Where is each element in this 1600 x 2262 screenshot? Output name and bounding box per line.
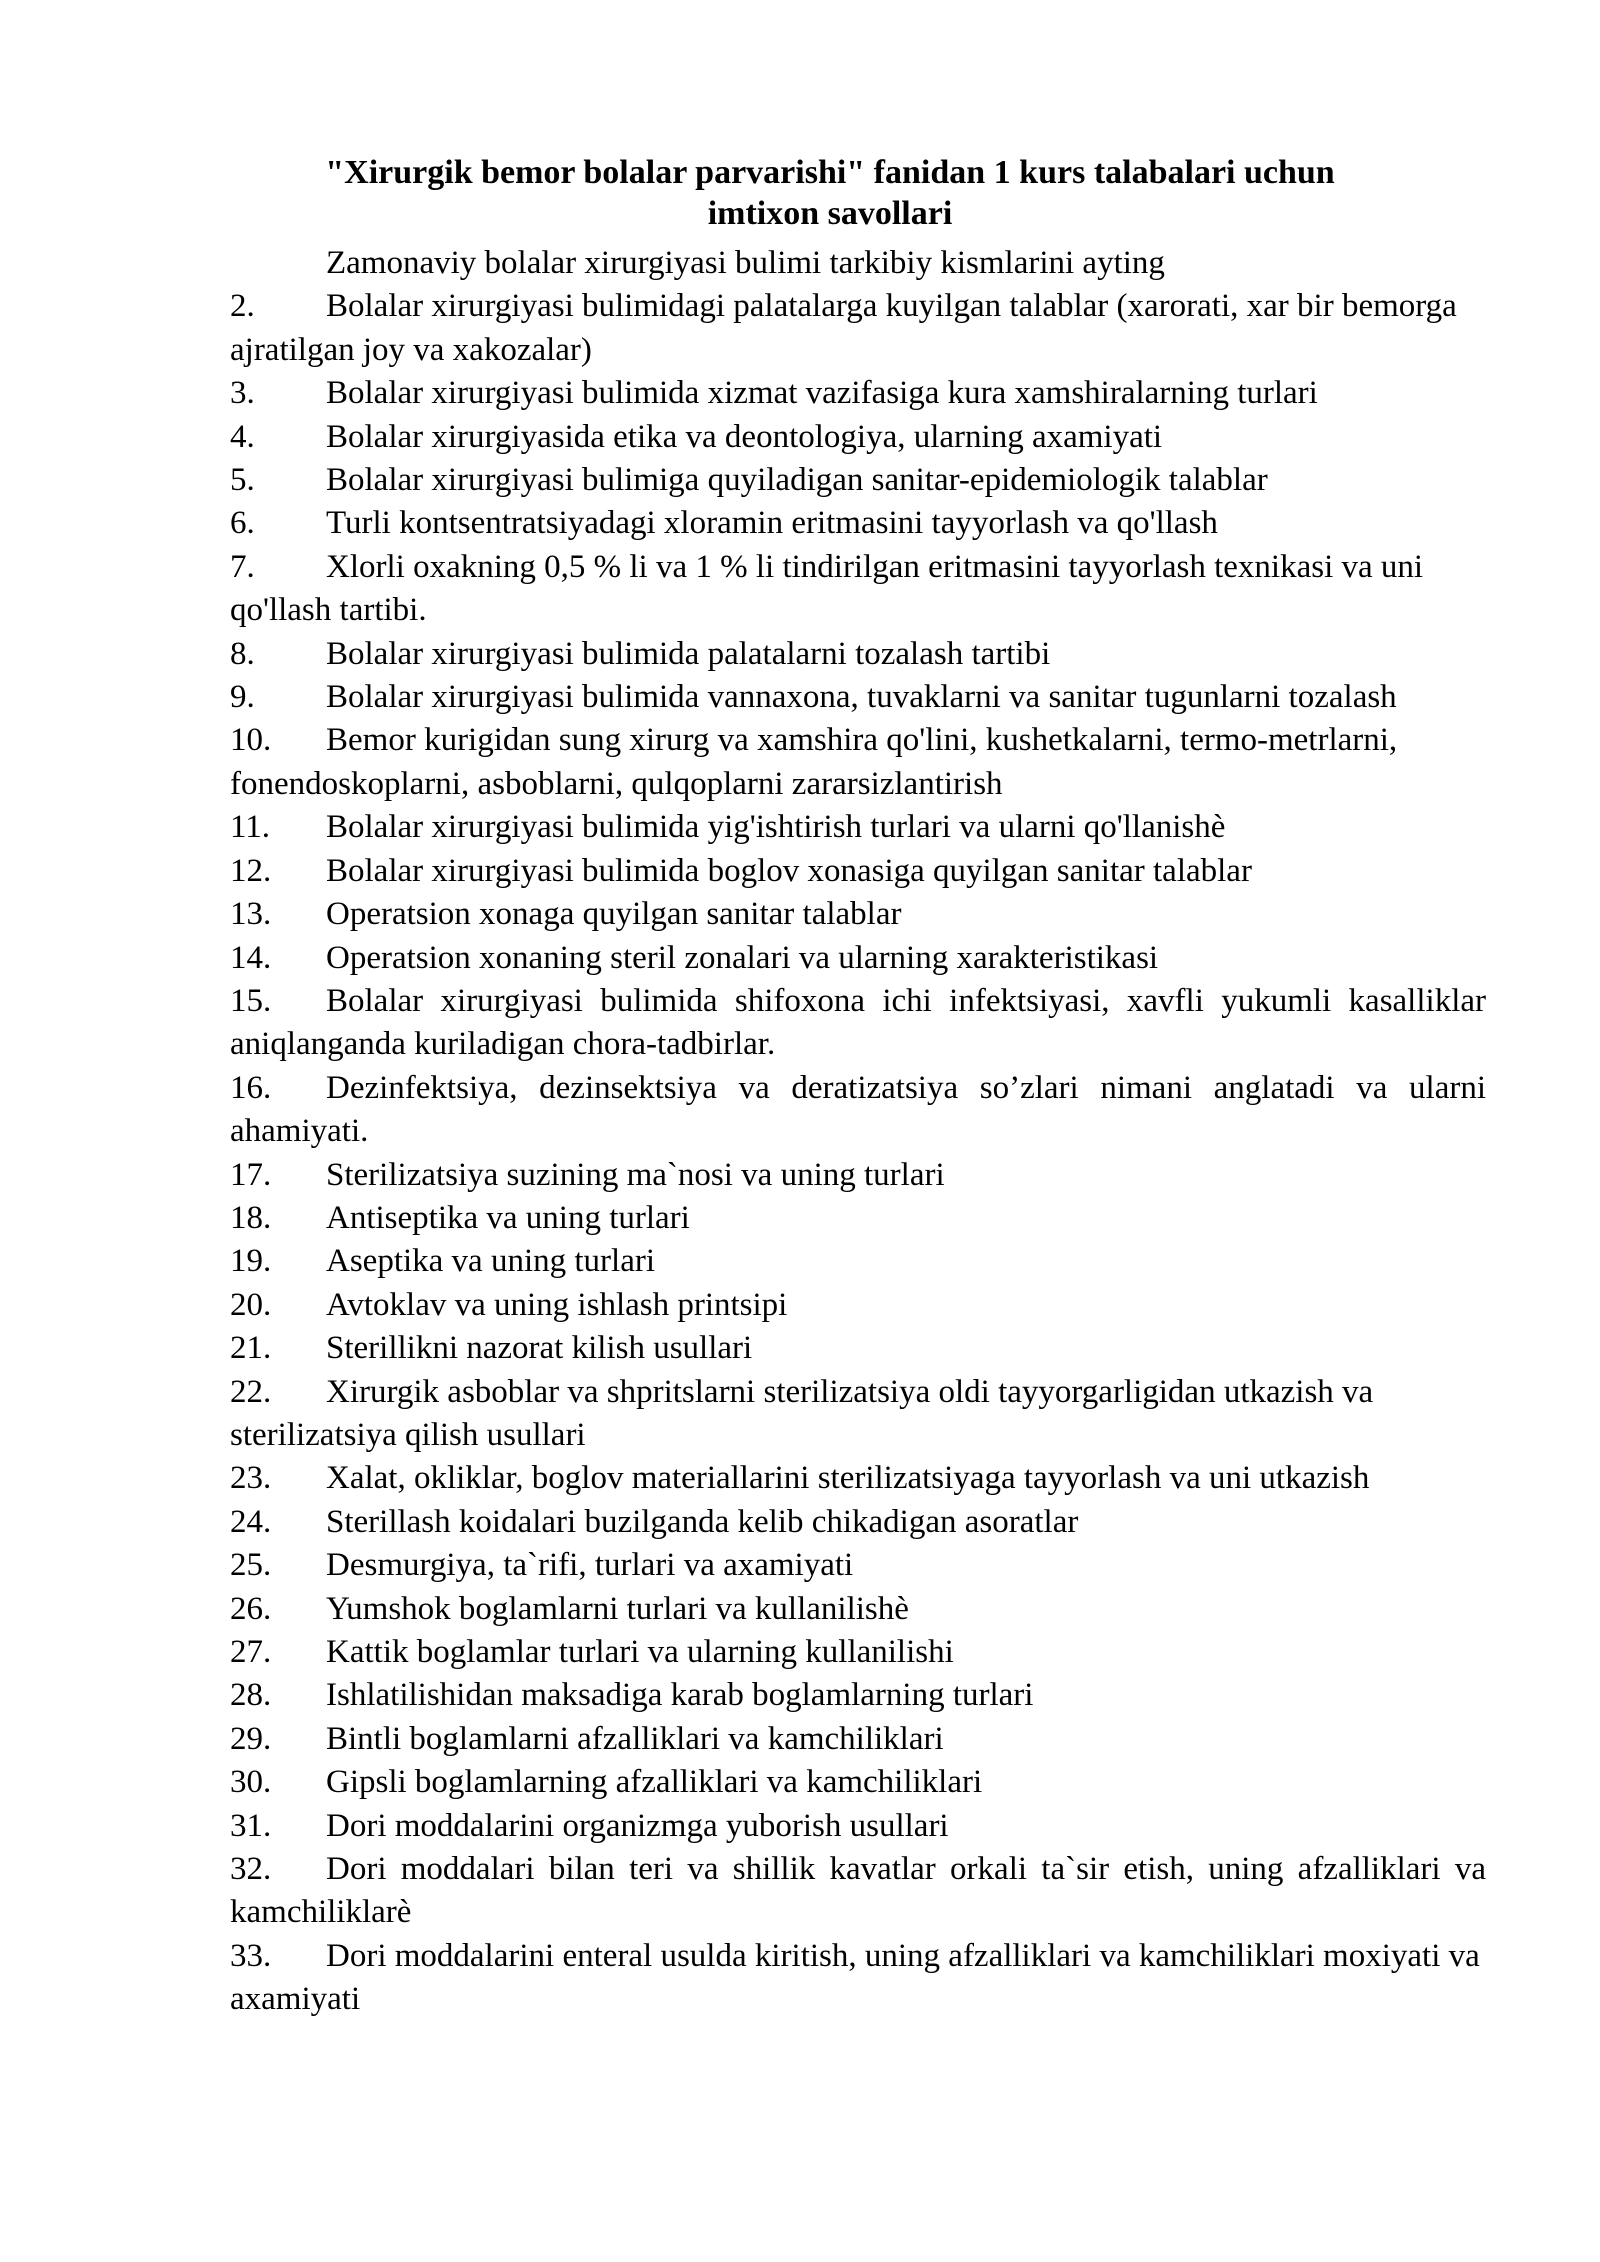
- question-text: Xirurgik asboblar va shpritslarni sterilizatsiya oldi tayyorgarligidan utkazish va sterilizatsiya qilish usullari: [230, 1373, 1374, 1453]
- question-item: [230, 633, 1486, 676]
- question-item: [230, 459, 1486, 502]
- question-number: 20.: [230, 1286, 272, 1323]
- question-item: [230, 1588, 1486, 1631]
- question-item: [230, 1371, 1486, 1458]
- question-number: 24.: [230, 1503, 272, 1540]
- question-text: Dori moddalarini enteral usulda kiritish, uning afzalliklari va kamchiliklari moxiyati va axamiyati: [230, 1937, 1480, 2018]
- question-item: [230, 893, 1486, 936]
- question-item: [230, 1501, 1486, 1544]
- title-line-2: imtixon savollari: [707, 195, 953, 232]
- question-text: Bolalar xirurgiyasi bulimida yig'ishtirish turlari va ularni qo'llanishè: [326, 809, 1226, 846]
- question-number: 13.: [230, 896, 272, 933]
- question-number: 18.: [230, 1199, 272, 1236]
- question-text: Bolalar xirurgiyasi bulimida xizmat vazifasiga kura xamshiralarning turlari: [326, 375, 1318, 412]
- question-text: Operatsion xonaning steril zonalari va ularning xarakteristikasi: [326, 939, 1159, 976]
- question-item: [230, 1848, 1486, 1935]
- title-line-1: "Xirurgik bemor bolalar parvarishi" fanidan 1 kurs talabalari uchun: [325, 154, 1335, 191]
- question-number: 33.: [230, 1937, 272, 1974]
- question-number: 30.: [230, 1764, 272, 1801]
- document-title: [230, 152, 1430, 234]
- question-item: [230, 676, 1486, 719]
- question-text: Bolalar xirurgiyasi bulimidagi palatalarga kuyilgan talablar (xarorati, xar bir bemorga ajratilgan joy va xakozalar): [230, 288, 1457, 368]
- question-text: Bolalar xirurgiyasi bulimida palatalarni tozalash tartibi: [326, 635, 1051, 672]
- question-number: 27.: [230, 1634, 272, 1670]
- question-item: [230, 719, 1486, 806]
- question-text: Bolalar xirurgiyasida etika va deontologiya, ularning axamiyati: [326, 418, 1163, 455]
- question-number: 12.: [230, 852, 272, 889]
- question-number: 4.: [230, 418, 255, 455]
- question-text: Xalat, okliklar, boglov materiallarini sterilizatsiyaga tayyorlash va uni utkazish: [326, 1460, 1370, 1497]
- question-number: 14.: [230, 939, 272, 976]
- question-item: [230, 416, 1486, 459]
- question-item: [230, 1761, 1486, 1804]
- question-number: 26.: [230, 1590, 272, 1627]
- question-number: 6.: [230, 505, 255, 542]
- question-text: Xlorli oxakning 0,5 % li va 1 % li tindirilgan eritmasini tayyorlash texnikasi va uni qo'llash tartibi.: [230, 548, 1424, 629]
- question-item: [230, 1631, 1486, 1674]
- question-text: Desmurgiya, ta`rifi, turlari va axamiyati: [326, 1547, 854, 1584]
- question-item: [230, 806, 1486, 849]
- question-number: 32.: [230, 1851, 272, 1888]
- question-text: Sterillikni nazorat kilish usullari: [326, 1330, 753, 1367]
- question-number: 7.: [230, 548, 255, 585]
- question-text: Bolalar xirurgiyasi bulimida shifoxona ichi infektsiyasi, xavfli yukumli kasalliklar aniqlanganda kuriladigan chora-tadbirlar.: [230, 982, 1486, 1063]
- question-item: [230, 1284, 1486, 1327]
- question-text: Bemor kurigidan sung xirurg va xamshira qo'lini, kushetkalarni, termo-metrlarni, fonendoskoplarni, asboblarni, qulqoplarni zararsizlantirish: [230, 722, 1398, 802]
- question-item: [230, 285, 1486, 372]
- question-item: [230, 980, 1486, 1067]
- question-text: Gipsli boglamlarning afzalliklari va kamchiliklari: [326, 1764, 983, 1801]
- question-number: 29.: [230, 1720, 272, 1757]
- question-number: 15.: [230, 982, 272, 1019]
- question-item: [230, 242, 1486, 285]
- question-item: [230, 1457, 1486, 1500]
- question-item: [230, 372, 1486, 415]
- question-text: Turli kontsentratsiyadagi xloramin eritmasini tayyorlash va qo'llash: [326, 505, 1218, 542]
- question-item: [230, 502, 1486, 545]
- question-number: 9.: [230, 679, 255, 716]
- question-number: 23.: [230, 1460, 272, 1497]
- question-text: Bolalar xirurgiyasi bulimida boglov xonasiga quyilgan sanitar talablar: [326, 852, 1252, 889]
- question-text: Bintli boglamlarni afzalliklari va kamchiliklari: [326, 1720, 944, 1757]
- question-number: 8.: [230, 635, 255, 672]
- question-item: [230, 1197, 1486, 1240]
- question-item: [230, 850, 1486, 893]
- question-text: Ishlatilishidan maksadiga karab boglamlarning turlari: [326, 1677, 1034, 1714]
- question-item: [230, 937, 1486, 980]
- question-item: [230, 1805, 1486, 1848]
- question-item: [230, 1240, 1486, 1283]
- question-number: 21.: [230, 1330, 272, 1367]
- question-number: 17.: [230, 1156, 272, 1193]
- question-number: 16.: [230, 1069, 272, 1106]
- question-text: Sterilizatsiya suzining ma`nosi va uning turlari: [326, 1156, 945, 1193]
- question-item: [230, 1544, 1486, 1587]
- question-item: [230, 1718, 1486, 1761]
- question-number: 22.: [230, 1373, 272, 1410]
- question-text: Avtoklav va uning ishlash printsipi: [326, 1286, 788, 1323]
- question-number: 25.: [230, 1547, 272, 1584]
- question-list: [230, 242, 1486, 2022]
- question-text: Sterillash koidalari buzilganda kelib chikadigan asoratlar: [326, 1503, 1079, 1540]
- question-number: 11.: [230, 809, 271, 846]
- question-text: Bolalar xirurgiyasi bulimida vannaxona, tuvaklarni va sanitar tugunlarni tozalash: [326, 679, 1397, 716]
- question-text: Dori moddalarini organizmga yuborish usullari: [326, 1807, 949, 1844]
- question-number: 5.: [230, 462, 255, 499]
- question-text: Dori moddalari bilan teri va shillik kavatlar orkali ta`sir etish, uning afzalliklari va kamchiliklarè: [230, 1851, 1486, 1931]
- question-item: [230, 1327, 1486, 1370]
- question-text: Kattik boglamlar turlari va ularning kullanilishi: [326, 1634, 954, 1670]
- question-number: 28.: [230, 1677, 272, 1714]
- question-text: Yumshok boglamlarni turlari va kullanilishè: [326, 1590, 909, 1627]
- question-item: [230, 1067, 1486, 1154]
- question-number: 3.: [230, 375, 255, 412]
- question-number: 31.: [230, 1807, 272, 1844]
- question-text: Antiseptika va uning turlari: [326, 1199, 690, 1236]
- question-text: Zamonaviy bolalar xirurgiyasi bulimi tarkibiy kismlarini ayting: [326, 245, 1165, 281]
- question-text: Operatsion xonaga quyilgan sanitar talablar: [326, 896, 902, 933]
- question-text: Aseptika va uning turlari: [326, 1243, 656, 1280]
- question-item: [230, 546, 1486, 633]
- question-number: 2.: [230, 288, 255, 325]
- question-item: [230, 1674, 1486, 1717]
- question-item: [230, 1154, 1486, 1197]
- question-number: 10.: [230, 722, 272, 759]
- question-number: 19.: [230, 1243, 272, 1280]
- question-text: Bolalar xirurgiyasi bulimiga quyiladigan sanitar-epidemiologik talablar: [326, 462, 1268, 499]
- question-text: Dezinfektsiya, dezinsektsiya va deratizatsiya so’zlari nimani anglatadi va ularni ahamiyati.: [230, 1069, 1486, 1150]
- question-item: [230, 1935, 1486, 2022]
